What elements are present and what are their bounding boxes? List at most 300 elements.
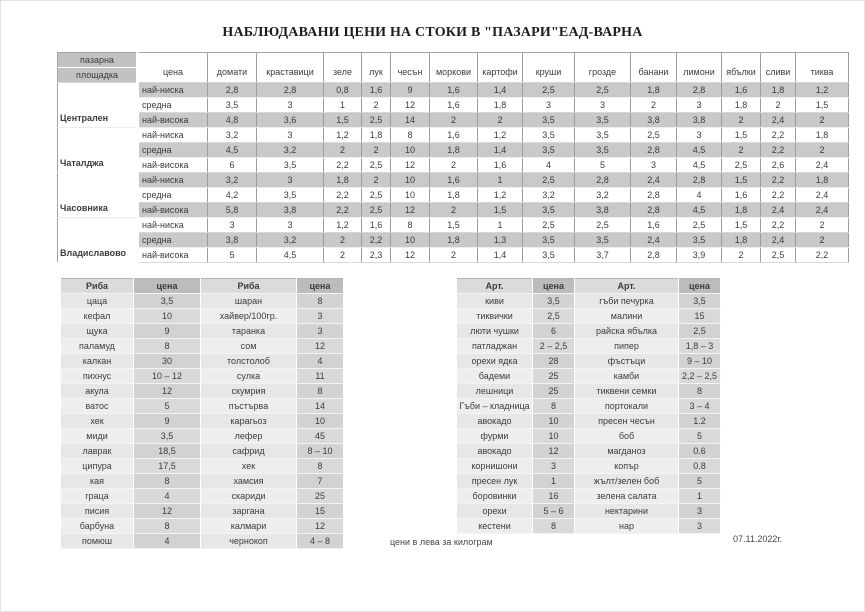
market-name: Часовника xyxy=(58,173,138,218)
price-cell: 1,8 xyxy=(324,173,362,188)
price-cell: 1,6 xyxy=(478,158,523,173)
fish-name-cell: миди xyxy=(61,429,134,444)
price-column-header: цена xyxy=(138,53,208,83)
fish-price-cell: 3 xyxy=(297,324,344,339)
price-cell: 1,6 xyxy=(722,83,761,98)
price-cell: 1,8 xyxy=(430,143,478,158)
price-cell: 2,2 xyxy=(761,218,796,233)
fish-price-cell: 9 xyxy=(134,324,201,339)
fish-name-cell: чернокоп xyxy=(201,534,297,549)
art-price-cell: 1 xyxy=(533,474,575,489)
price-cell: 2,2 xyxy=(324,158,362,173)
price-cell: 3,8 xyxy=(631,113,677,128)
table-row xyxy=(457,504,721,519)
price-cell: 9 xyxy=(391,83,430,98)
price-level-label: най-ниска xyxy=(138,128,208,143)
fish-name-cell: толстолоб xyxy=(201,354,297,369)
price-cell: 2 xyxy=(796,143,849,158)
table-row xyxy=(457,399,721,414)
price-cell: 3,9 xyxy=(677,248,722,263)
fish-name-cell: калмари xyxy=(201,519,297,534)
fish-price-cell: 14 xyxy=(297,399,344,414)
price-cell: 2,4 xyxy=(796,158,849,173)
price-cell: 2 xyxy=(362,98,391,113)
price-cell: 2,8 xyxy=(631,188,677,203)
table-row xyxy=(61,414,344,429)
product-header: чесън xyxy=(391,53,430,83)
fish-name-cell: карагьоз xyxy=(201,414,297,429)
price-cell: 2,8 xyxy=(257,83,324,98)
price-cell: 4,5 xyxy=(677,203,722,218)
price-cell: 1,8 xyxy=(796,128,849,143)
market-name: Владиславово xyxy=(58,218,138,263)
fish-name-cell: кефал xyxy=(61,309,134,324)
table-row xyxy=(457,414,721,429)
price-cell: 2,8 xyxy=(677,83,722,98)
price-cell: 2,2 xyxy=(761,173,796,188)
art-price-cell: 1,8 – 3 xyxy=(679,339,721,354)
fish-name-cell: сом xyxy=(201,339,297,354)
art-name-cell: пресен чесън xyxy=(575,414,679,429)
art-price-cell: 0.8 xyxy=(679,459,721,474)
price-cell: 2 xyxy=(430,248,478,263)
price-cell: 3,5 xyxy=(575,128,631,143)
table-row xyxy=(61,324,344,339)
price-cell: 2,2 xyxy=(324,203,362,218)
product-header: моркови xyxy=(430,53,478,83)
price-cell: 1,3 xyxy=(478,233,523,248)
price-cell: 2,2 xyxy=(761,143,796,158)
price-cell: 2,5 xyxy=(523,83,575,98)
art-name-cell: гъби печурка xyxy=(575,294,679,309)
table-row xyxy=(457,339,721,354)
table-row xyxy=(61,429,344,444)
price-cell: 2,5 xyxy=(761,248,796,263)
fish-price-cell: 8 xyxy=(297,459,344,474)
fish-name-cell: хамсия xyxy=(201,474,297,489)
table-row xyxy=(61,369,344,384)
fish-price-cell: 7 xyxy=(297,474,344,489)
fish-price-cell: 4 – 8 xyxy=(297,534,344,549)
price-level-label: най-висока xyxy=(138,113,208,128)
art-name-cell: лешници xyxy=(457,384,533,399)
price-cell: 1,2 xyxy=(478,128,523,143)
table-row xyxy=(61,459,344,474)
product-header: зеле xyxy=(324,53,362,83)
fish-price-cell: 25 xyxy=(297,489,344,504)
fish-price-cell: 15 xyxy=(297,504,344,519)
price-level-label: най-ниска xyxy=(138,173,208,188)
fish-price-cell: 12 xyxy=(134,504,201,519)
fish-name-cell: сафрид xyxy=(201,444,297,459)
price-level-label: средна xyxy=(138,233,208,248)
fish-name-cell: скариди xyxy=(201,489,297,504)
price-cell: 3 xyxy=(257,173,324,188)
price-cell: 2,2 xyxy=(761,188,796,203)
art-price-cell: 10 xyxy=(533,414,575,429)
price-cell: 3,5 xyxy=(523,203,575,218)
price-cell: 2 xyxy=(722,113,761,128)
product-header: краставици xyxy=(257,53,324,83)
price-cell: 1,4 xyxy=(478,143,523,158)
fish-name-cell: пихнус xyxy=(61,369,134,384)
art-price-cell: 3 xyxy=(679,504,721,519)
fish-name-cell: помюш xyxy=(61,534,134,549)
fish-price-cell: 3,5 xyxy=(134,429,201,444)
corner-label-top: пазарна xyxy=(58,53,138,68)
fish-price-cell: 8 – 10 xyxy=(297,444,344,459)
price-cell: 10 xyxy=(391,188,430,203)
price-cell: 4,5 xyxy=(208,143,257,158)
art-price-cell: 25 xyxy=(533,384,575,399)
price-cell: 1,2 xyxy=(478,188,523,203)
art-price-cell: 25 xyxy=(533,369,575,384)
table-row xyxy=(58,98,849,113)
price-cell: 3 xyxy=(257,98,324,113)
price-cell: 2,2 xyxy=(362,233,391,248)
price-cell: 4 xyxy=(523,158,575,173)
art-name-cell: тиквени семки xyxy=(575,384,679,399)
price-cell: 1,4 xyxy=(478,248,523,263)
fish-name-cell: ватос xyxy=(61,399,134,414)
price-cell: 1,8 xyxy=(430,188,478,203)
price-level-label: средна xyxy=(138,98,208,113)
fish-price-cell: 8 xyxy=(297,384,344,399)
price-cell: 1,4 xyxy=(478,83,523,98)
art-name-cell: люти чушки xyxy=(457,324,533,339)
fish-name-cell: калкан xyxy=(61,354,134,369)
table-row xyxy=(457,369,721,384)
price-cell: 2 xyxy=(722,248,761,263)
price-cell: 2,5 xyxy=(575,218,631,233)
fish-price-cell: 18,5 xyxy=(134,444,201,459)
table-row xyxy=(61,534,344,549)
art-name-cell: орехи xyxy=(457,504,533,519)
fish-price-cell: 3 xyxy=(297,309,344,324)
price-cell: 5 xyxy=(208,248,257,263)
fish-column-header: Риба xyxy=(61,279,134,294)
table-row xyxy=(457,429,721,444)
art-price-cell: 3,5 xyxy=(533,294,575,309)
market-name: Чаталджа xyxy=(58,128,138,173)
art-name-cell: боровинки xyxy=(457,489,533,504)
price-cell: 1,5 xyxy=(478,203,523,218)
price-cell: 2,2 xyxy=(324,188,362,203)
art-price-cell: 5 – 6 xyxy=(533,504,575,519)
fish-name-cell: лаврак xyxy=(61,444,134,459)
art-name-cell: пипер xyxy=(575,339,679,354)
art-price-cell: 8 xyxy=(533,399,575,414)
fish-price-cell: 5 xyxy=(134,399,201,414)
price-cell: 3,8 xyxy=(575,203,631,218)
header-row xyxy=(58,53,849,68)
fish-column-header: цена xyxy=(134,279,201,294)
art-name-cell: киви xyxy=(457,294,533,309)
price-cell: 2,5 xyxy=(575,83,631,98)
price-cell: 3,5 xyxy=(523,113,575,128)
fish-price-cell: 4 xyxy=(297,354,344,369)
table-row xyxy=(58,158,849,173)
art-name-cell: малини xyxy=(575,309,679,324)
art-price-cell: 5 xyxy=(679,429,721,444)
fish-name-cell: скумрия xyxy=(201,384,297,399)
table-row xyxy=(58,173,849,188)
table-row xyxy=(58,113,849,128)
price-cell: 12 xyxy=(391,158,430,173)
price-cell: 2,8 xyxy=(631,143,677,158)
price-cell: 5,8 xyxy=(208,203,257,218)
art-price-cell: 3,5 xyxy=(679,294,721,309)
price-cell: 12 xyxy=(391,203,430,218)
price-cell: 2 xyxy=(478,113,523,128)
fish-price-cell: 8 xyxy=(134,519,201,534)
art-price-cell: 5 xyxy=(679,474,721,489)
price-level-label: средна xyxy=(138,188,208,203)
fish-name-cell: граца xyxy=(61,489,134,504)
price-cell: 2 xyxy=(796,233,849,248)
art-price-cell: 2 – 2,5 xyxy=(533,339,575,354)
price-cell: 2,8 xyxy=(631,248,677,263)
art-name-cell: райска ябълка xyxy=(575,324,679,339)
price-cell: 1 xyxy=(324,98,362,113)
table-row xyxy=(58,83,849,98)
price-cell: 0,8 xyxy=(324,83,362,98)
product-header: ябълки xyxy=(722,53,761,83)
price-cell: 1,8 xyxy=(430,233,478,248)
price-cell: 1,5 xyxy=(722,218,761,233)
product-header: картофи xyxy=(478,53,523,83)
table-row xyxy=(457,459,721,474)
price-cell: 2,5 xyxy=(523,173,575,188)
table-row xyxy=(58,188,849,203)
price-cell: 2,5 xyxy=(362,188,391,203)
price-cell: 5 xyxy=(575,158,631,173)
art-price-cell: 2,5 xyxy=(679,324,721,339)
price-cell: 2 xyxy=(362,143,391,158)
product-header: тиква xyxy=(796,53,849,83)
table-row xyxy=(61,309,344,324)
fish-price-cell: 12 xyxy=(297,519,344,534)
price-level-label: средна xyxy=(138,143,208,158)
art-price-cell: 15 xyxy=(679,309,721,324)
fish-price-cell: 4 xyxy=(134,534,201,549)
art-price-cell: 3 xyxy=(679,519,721,534)
price-cell: 1,6 xyxy=(362,218,391,233)
art-name-cell: нар xyxy=(575,519,679,534)
price-cell: 10 xyxy=(391,173,430,188)
fish-column-header: цена xyxy=(297,279,344,294)
fish-price-cell: 3,5 xyxy=(134,294,201,309)
art-column-header: цена xyxy=(533,279,575,294)
price-cell: 1,8 xyxy=(631,83,677,98)
price-cell: 2,4 xyxy=(796,203,849,218)
price-cell: 1,2 xyxy=(324,218,362,233)
header-row xyxy=(457,279,721,294)
product-header: лимони xyxy=(677,53,722,83)
price-level-label: най-висока xyxy=(138,203,208,218)
price-cell: 3,2 xyxy=(257,233,324,248)
art-price-table xyxy=(456,278,721,534)
price-cell: 2,2 xyxy=(796,248,849,263)
price-cell: 1,8 xyxy=(796,173,849,188)
table-row xyxy=(61,444,344,459)
art-column-header: Арт. xyxy=(575,279,679,294)
art-price-cell: 10 xyxy=(533,429,575,444)
art-name-cell: Гъби – кладница xyxy=(457,399,533,414)
price-cell: 2 xyxy=(631,98,677,113)
product-header: круши xyxy=(523,53,575,83)
fish-price-cell: 10 xyxy=(134,309,201,324)
table-row xyxy=(58,233,849,248)
price-cell: 2,4 xyxy=(631,173,677,188)
art-price-cell: 3 – 4 xyxy=(679,399,721,414)
price-cell: 2 xyxy=(430,113,478,128)
price-cell: 2 xyxy=(761,98,796,113)
fish-name-cell: хек xyxy=(201,459,297,474)
table-row xyxy=(58,143,849,158)
price-cell: 14 xyxy=(391,113,430,128)
table-row xyxy=(58,218,849,233)
price-cell: 2,4 xyxy=(631,233,677,248)
art-name-cell: авокадо xyxy=(457,444,533,459)
fish-name-cell: таранка xyxy=(201,324,297,339)
table-row xyxy=(457,519,721,534)
table-row xyxy=(457,384,721,399)
price-cell: 2 xyxy=(430,158,478,173)
price-cell: 4,5 xyxy=(677,143,722,158)
fish-name-cell: хайвер/100гр. xyxy=(201,309,297,324)
fish-price-cell: 11 xyxy=(297,369,344,384)
price-cell: 3,8 xyxy=(257,203,324,218)
art-name-cell: кестени xyxy=(457,519,533,534)
price-cell: 3 xyxy=(523,98,575,113)
price-cell: 1,6 xyxy=(362,83,391,98)
price-cell: 3,2 xyxy=(208,128,257,143)
price-cell: 2,4 xyxy=(761,113,796,128)
fish-price-cell: 30 xyxy=(134,354,201,369)
table-row xyxy=(457,444,721,459)
price-cell: 2,5 xyxy=(631,128,677,143)
market-name: Централен xyxy=(58,83,138,128)
art-column-header: Арт. xyxy=(457,279,533,294)
table-row xyxy=(61,519,344,534)
fish-name-cell: шаран xyxy=(201,294,297,309)
product-header: сливи xyxy=(761,53,796,83)
table-row xyxy=(457,474,721,489)
price-cell: 2 xyxy=(362,173,391,188)
fish-name-cell: сулка xyxy=(201,369,297,384)
price-cell: 3,8 xyxy=(677,113,722,128)
table-row xyxy=(61,294,344,309)
price-cell: 3,5 xyxy=(575,143,631,158)
price-cell: 2,8 xyxy=(208,83,257,98)
art-name-cell: патладжан xyxy=(457,339,533,354)
art-name-cell: бадеми xyxy=(457,369,533,384)
price-cell: 1,5 xyxy=(796,98,849,113)
price-cell: 3,2 xyxy=(208,173,257,188)
price-cell: 2,4 xyxy=(796,188,849,203)
fish-name-cell: кая xyxy=(61,474,134,489)
table-row xyxy=(61,354,344,369)
price-cell: 1,8 xyxy=(722,233,761,248)
price-cell: 3,2 xyxy=(257,143,324,158)
price-cell: 4,2 xyxy=(208,188,257,203)
fish-price-cell: 12 xyxy=(134,384,201,399)
table-row xyxy=(61,489,344,504)
price-cell: 3,5 xyxy=(257,188,324,203)
art-column-header: цена xyxy=(679,279,721,294)
price-cell: 1 xyxy=(478,173,523,188)
price-cell: 1,8 xyxy=(722,203,761,218)
price-cell: 1,5 xyxy=(722,173,761,188)
art-price-cell: 8 xyxy=(679,384,721,399)
price-cell: 1,5 xyxy=(324,113,362,128)
table-row xyxy=(61,399,344,414)
art-price-cell: 1 xyxy=(679,489,721,504)
art-price-cell: 2,2 – 2,5 xyxy=(679,369,721,384)
product-header: грозде xyxy=(575,53,631,83)
price-cell: 1,8 xyxy=(761,83,796,98)
header-row xyxy=(61,279,344,294)
price-cell: 1,8 xyxy=(362,128,391,143)
art-price-cell: 28 xyxy=(533,354,575,369)
price-cell: 2 xyxy=(722,143,761,158)
price-cell: 2 xyxy=(796,218,849,233)
art-price-cell: 1.2 xyxy=(679,414,721,429)
fish-name-cell: щука xyxy=(61,324,134,339)
fish-column-header: Риба xyxy=(201,279,297,294)
price-cell: 2 xyxy=(796,113,849,128)
price-cell: 1,6 xyxy=(631,218,677,233)
fish-name-cell: хек xyxy=(61,414,134,429)
fish-name-cell: барбуна xyxy=(61,519,134,534)
price-cell: 2,8 xyxy=(677,173,722,188)
price-cell: 3 xyxy=(631,158,677,173)
art-name-cell: пресен лук xyxy=(457,474,533,489)
fish-price-cell: 8 xyxy=(134,339,201,354)
art-price-cell: 0.6 xyxy=(679,444,721,459)
price-cell: 4 xyxy=(677,188,722,203)
price-cell: 2,6 xyxy=(761,158,796,173)
fish-name-cell: пъстърва xyxy=(201,399,297,414)
price-cell: 3 xyxy=(208,218,257,233)
art-name-cell: магданоз xyxy=(575,444,679,459)
price-cell: 6 xyxy=(208,158,257,173)
price-cell: 3,5 xyxy=(523,248,575,263)
table-row xyxy=(457,309,721,324)
price-cell: 8 xyxy=(391,218,430,233)
price-cell: 2 xyxy=(324,233,362,248)
art-name-cell: нектарини xyxy=(575,504,679,519)
fish-price-cell: 8 xyxy=(134,474,201,489)
price-level-label: най-ниска xyxy=(138,218,208,233)
price-cell: 2,8 xyxy=(631,203,677,218)
price-cell: 4,5 xyxy=(257,248,324,263)
price-cell: 3,5 xyxy=(523,143,575,158)
price-cell: 10 xyxy=(391,143,430,158)
price-cell: 3,5 xyxy=(523,233,575,248)
table-row xyxy=(58,203,849,218)
price-cell: 1 xyxy=(478,218,523,233)
price-cell: 3,6 xyxy=(257,113,324,128)
price-cell: 2 xyxy=(430,203,478,218)
art-name-cell: боб xyxy=(575,429,679,444)
art-name-cell: орехи ядка xyxy=(457,354,533,369)
price-cell: 3,5 xyxy=(523,128,575,143)
price-cell: 3 xyxy=(677,128,722,143)
fish-name-cell: паламуд xyxy=(61,339,134,354)
art-name-cell: фурми xyxy=(457,429,533,444)
